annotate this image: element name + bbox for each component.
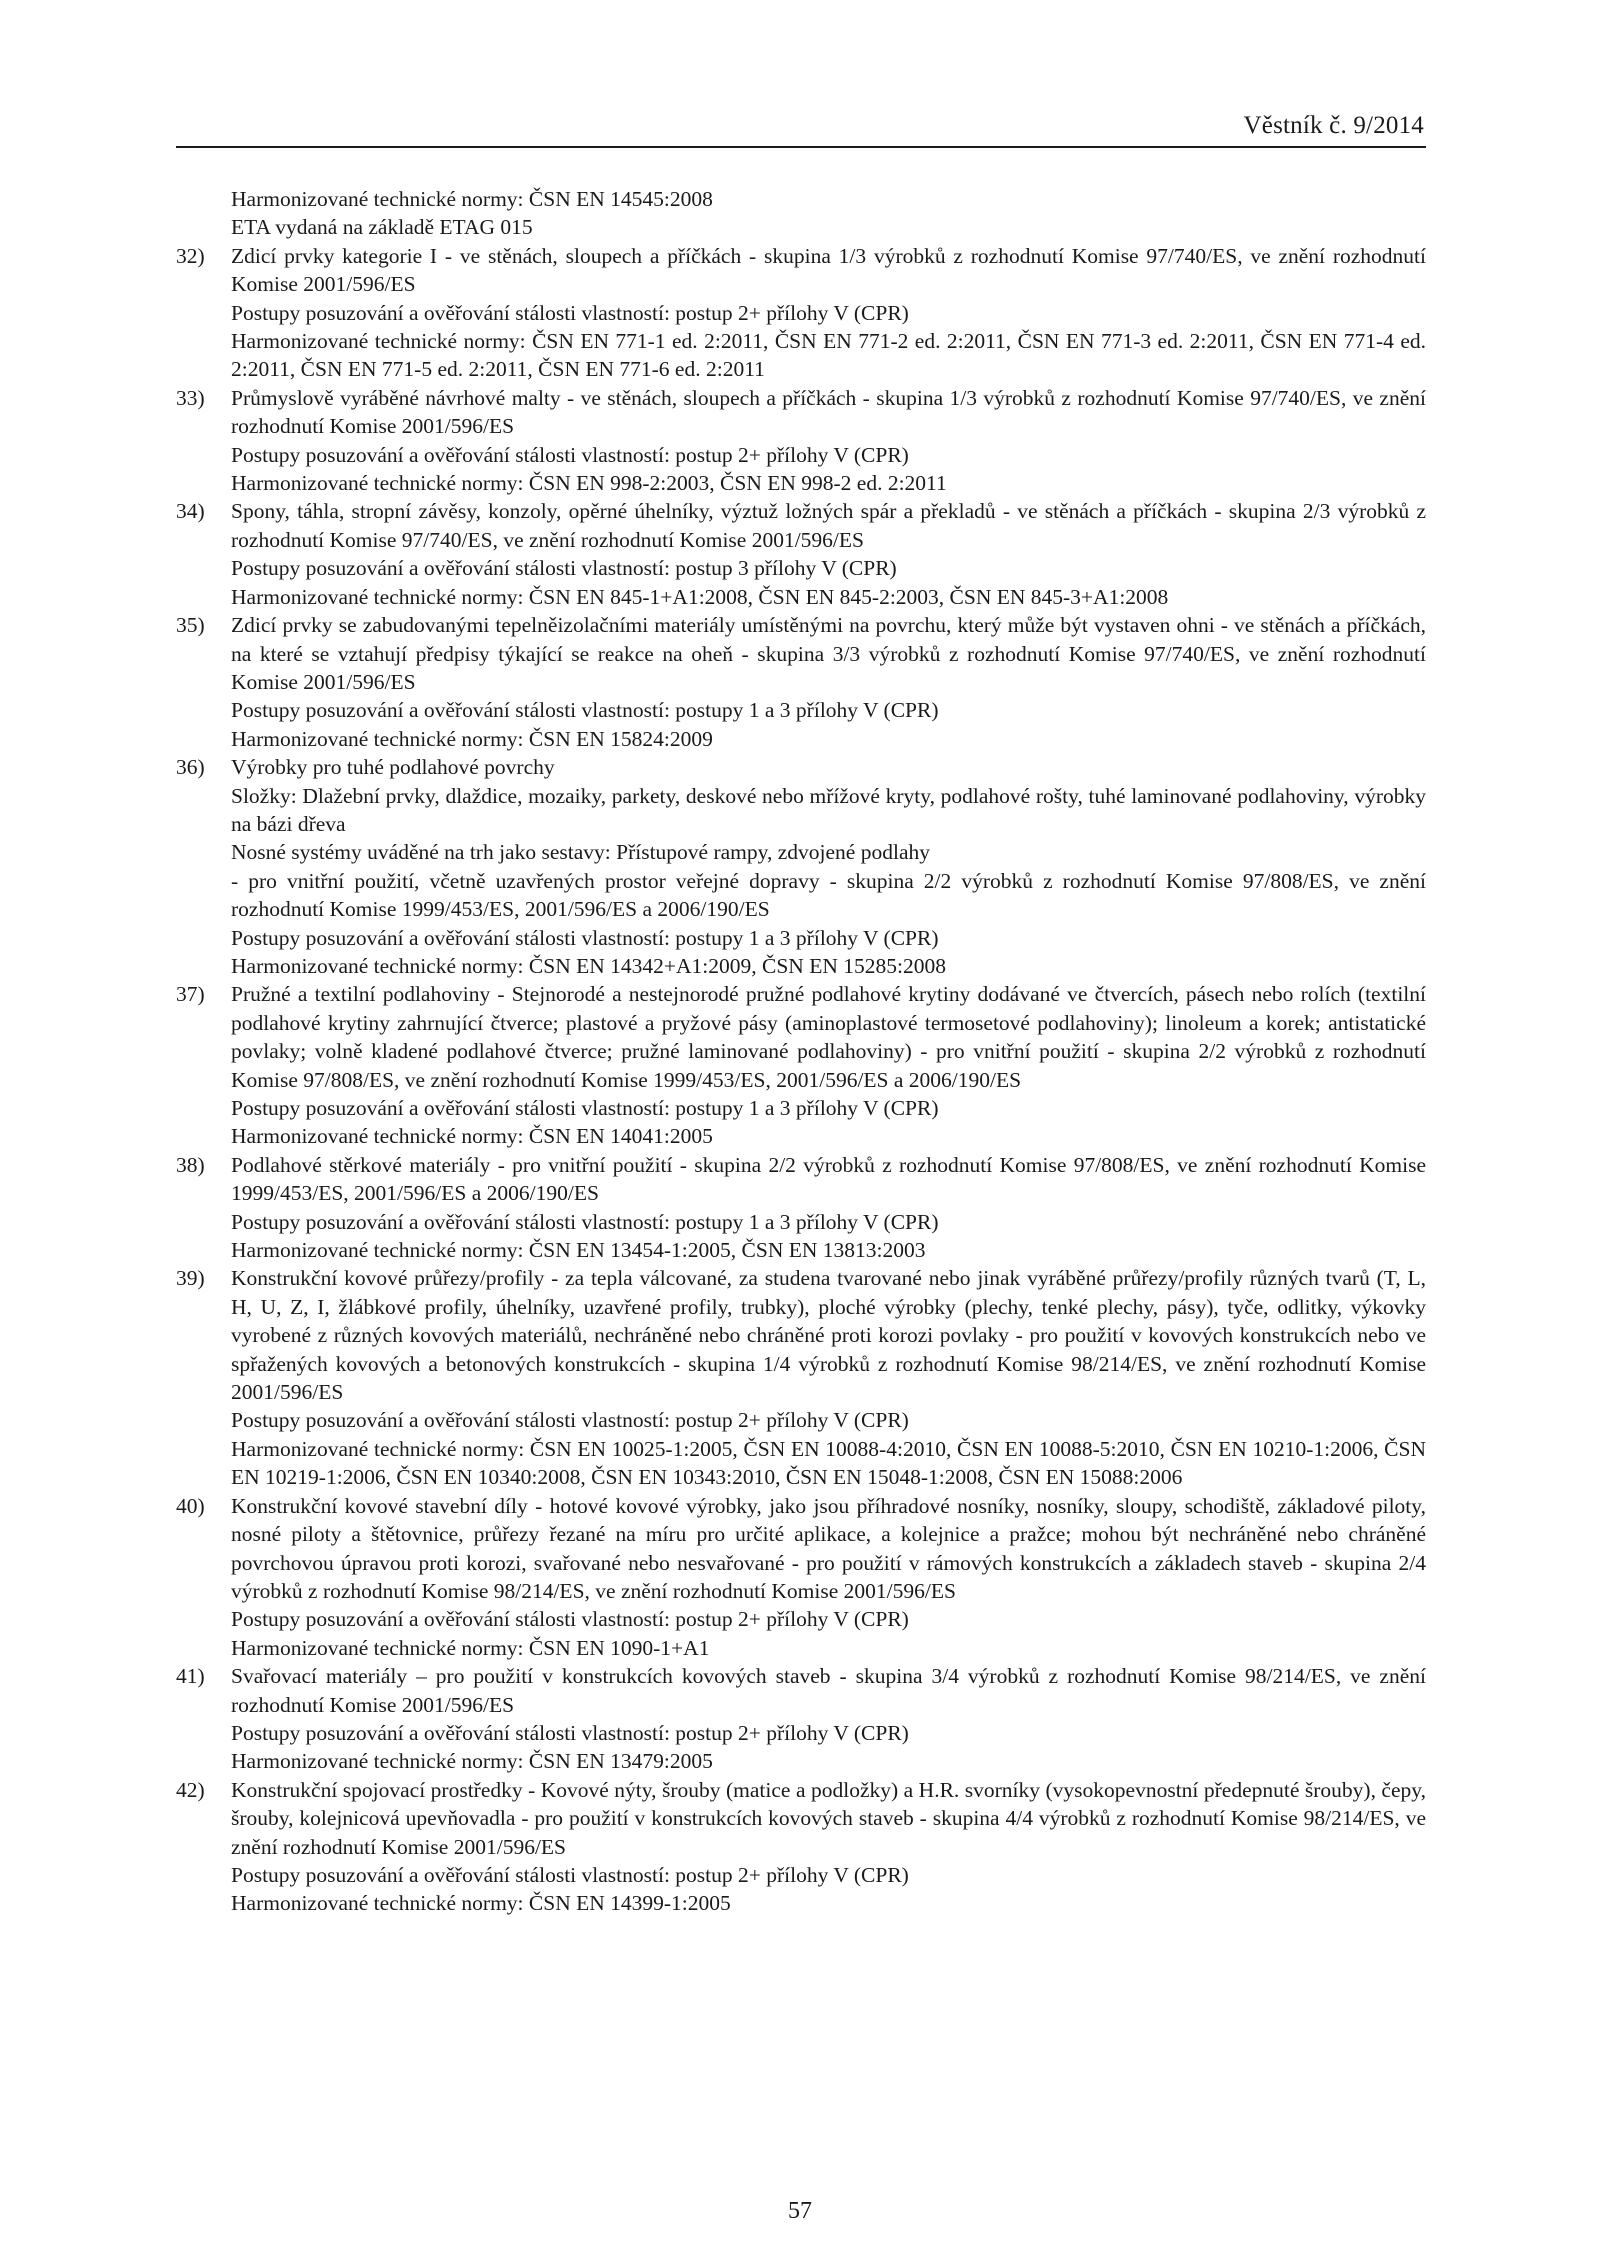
item-line: Konstrukční spojovací prostředky - Kovové nýty, šrouby (matice a podložky) a H.R. svorníky (vysokopevnostní předepnuté šrouby), čepy, šrouby, kolejnicová upevňovadla - pro použití v konstrukcích kovových staveb - skupina 4/4 výrobků z rozhodnutí Komise 98/214/ES, ve znění rozhodnutí Komise 2001/596/ES xyxy=(231,1777,1426,1859)
item-body xyxy=(231,1776,1426,1918)
item-line: Harmonizované technické normy: ČSN EN 14041:2005 xyxy=(231,1124,713,1149)
item-line: Postupy posuzování a ověřování stálosti vlastností: postup 2+ přílohy V (CPR) xyxy=(231,1408,909,1433)
item-number: 32) xyxy=(176,243,205,268)
item-number: 42) xyxy=(176,1777,205,1802)
document-content xyxy=(176,185,1426,1918)
item-line: Podlahové stěrkové materiály - pro vnitřní použití - skupina 2/2 výrobků z rozhodnutí Komise 97/808/ES, ve znění rozhodnutí Komise 1999/453/ES, 2001/596/ES a 2006/190/ES xyxy=(231,1152,1426,1206)
item-line: Postupy posuzování a ověřování stálosti vlastností: postup 2+ přílohy V (CPR) xyxy=(231,1607,909,1632)
item-line: Harmonizované technické normy: ČSN EN 845-1+A1:2008, ČSN EN 845-2:2003, ČSN EN 845-3+A1:2008 xyxy=(231,584,1169,609)
item-number: 36) xyxy=(176,755,205,780)
item-line: Průmyslově vyráběné návrhové malty - ve stěnách, sloupech a příčkách - skupina 1/3 výrobků z rozhodnutí Komise 97/740/ES, ve znění rozhodnutí Komise 2001/596/ES xyxy=(231,385,1426,439)
item-line: Svařovací materiály – pro použití v konstrukcích kovových staveb - skupina 3/4 výrobků z rozhodnutí Komise 98/214/ES, ve znění rozhodnutí Komise 2001/596/ES xyxy=(231,1664,1426,1717)
item-line: Pružné a textilní podlahoviny - Stejnorodé a nestejnorodé pružné podlahové krytiny dodávané ve čtvercích, pásech nebo rolích (textilní podlahové krytiny zahrnující čtverce; plastové a pryžové pásy (aminoplastové termosetové podlahoviny); linoleum a korek; antistatické povlaky; volně kladené podlahové čtverce; pružné laminované podlahoviny) - pro vnitřní použití - skupina 2/2 výrobků z rozhodnutí Komise 97/808/ES, ve znění rozhodnutí Komise 1999/453/ES, 2001/596/ES a 2006/190/ES xyxy=(231,982,1426,1092)
list-item xyxy=(176,1492,1426,1662)
item-line: Složky: Dlažební prvky, dlaždice, mozaiky, parkety, deskové nebo mřížové kryty, podlahové rošty, tuhé laminované podlahoviny, výrobky na bázi dřeva xyxy=(231,783,1426,836)
numbered-list xyxy=(176,242,1426,1918)
continuation-line: Harmonizované technické normy: ČSN EN 14545:2008 xyxy=(231,187,713,211)
item-line: Postupy posuzování a ověřování stálosti vlastností: postupy 1 a 3 přílohy V (CPR) xyxy=(231,1096,939,1120)
list-item xyxy=(176,384,1426,498)
header-title: Věstník č. 9/2014 xyxy=(1243,112,1424,139)
item-line: Postupy posuzování a ověřování stálosti vlastností: postup 2+ přílohy V (CPR) xyxy=(231,1720,909,1745)
item-number: 38) xyxy=(176,1152,205,1177)
list-item xyxy=(176,1151,1426,1265)
item-number: 37) xyxy=(176,982,205,1007)
item-line: Postupy posuzování a ověřování stálosti vlastností: postup 2+ přílohy V (CPR) xyxy=(231,300,909,325)
list-item xyxy=(176,497,1426,611)
item-line: Harmonizované technické normy: ČSN EN 771-1 ed. 2:2011, ČSN EN 771-2 ed. 2:2011, ČSN EN 771-3 ed. 2:2011, ČSN EN 771-4 ed. 2:2011, ČSN EN 771-5 ed. 2:2011, ČSN EN 771-6 ed. 2:2011 xyxy=(231,329,1426,382)
list-item xyxy=(176,242,1426,384)
list-item xyxy=(176,753,1426,980)
continuation-block xyxy=(231,185,1426,242)
item-line: Harmonizované technické normy: ČSN EN 998-2:2003, ČSN EN 998-2 ed. 2:2011 xyxy=(231,471,947,496)
continuation-line: ETA vydaná na základě ETAG 015 xyxy=(231,215,533,240)
item-line: Spony, táhla, stropní závěsy, konzoly, opěrné úhelníky, výztuž ložných spár a překladů - ve stěnách a příčkách - skupina 2/3 výrobků z rozhodnutí Komise 97/740/ES, ve znění rozhodnutí Komise 2001/596/ES xyxy=(231,499,1426,552)
list-item xyxy=(176,1776,1426,1918)
item-line: Zdicí prvky kategorie I - ve stěnách, sloupech a příčkách - skupina 1/3 výrobků z rozhodnutí Komise 97/740/ES, ve znění rozhodnutí Komise 2001/596/ES xyxy=(231,243,1426,297)
item-line: Harmonizované technické normy: ČSN EN 1090-1+A1 xyxy=(231,1635,710,1660)
item-line: Postupy posuzování a ověřování stálosti vlastností: postup 2+ přílohy V (CPR) xyxy=(231,442,909,467)
item-line: Harmonizované technické normy: ČSN EN 14342+A1:2009, ČSN EN 15285:2008 xyxy=(231,953,946,978)
list-item xyxy=(176,980,1426,1150)
item-number: 39) xyxy=(176,1266,205,1291)
item-body xyxy=(231,611,1426,753)
item-line: Harmonizované technické normy: ČSN EN 13479:2005 xyxy=(231,1749,713,1774)
item-number: 35) xyxy=(176,613,205,638)
list-item xyxy=(176,1662,1426,1776)
item-line: Postupy posuzování a ověřování stálosti vlastností: postupy 1 a 3 přílohy V (CPR) xyxy=(231,698,939,723)
item-body xyxy=(231,497,1426,611)
item-number: 41) xyxy=(176,1664,205,1689)
item-body xyxy=(231,753,1426,980)
item-line: Postupy posuzování a ověřování stálosti vlastností: postupy 1 a 3 přílohy V (CPR) xyxy=(231,925,939,950)
item-body xyxy=(231,384,1426,498)
item-line: Harmonizované technické normy: ČSN EN 15824:2009 xyxy=(231,726,713,751)
item-line: Konstrukční kovové stavební díly - hotové kovové výrobky, jako jsou příhradové nosníky, nosníky, sloupy, schodiště, základové piloty, nosné piloty a štětovnice, průřezy řezané na míru pro určité aplikace, a kolejnice a pražce; mohou být nechráněné nebo chráněné povrchovou úpravou proti korozi, svařované nebo nesvařované - pro použití v rámových konstrukcích a základech staveb - skupina 2/4 výrobků z rozhodnutí Komise 98/214/ES, ve znění rozhodnutí Komise 2001/596/ES xyxy=(231,1493,1426,1603)
item-body xyxy=(231,242,1426,384)
item-number: 40) xyxy=(176,1493,205,1518)
item-body xyxy=(231,980,1426,1150)
item-body xyxy=(231,1662,1426,1776)
list-item xyxy=(176,1264,1426,1491)
item-line: Postupy posuzování a ověřování stálosti vlastností: postup 2+ přílohy V (CPR) xyxy=(231,1862,909,1887)
item-number: 33) xyxy=(176,385,205,410)
item-line: Nosné systémy uváděné na trh jako sestavy: Přístupové rampy, zdvojené podlahy xyxy=(231,840,930,865)
header-rule xyxy=(176,146,1426,148)
item-number: 34) xyxy=(176,499,205,524)
item-line: Harmonizované technické normy: ČSN EN 13454-1:2005, ČSN EN 13813:2003 xyxy=(231,1238,926,1263)
page-number: 57 xyxy=(788,2198,812,2224)
item-body xyxy=(231,1264,1426,1491)
item-line: Postupy posuzování a ověřování stálosti vlastností: postupy 1 a 3 přílohy V (CPR) xyxy=(231,1209,939,1234)
item-line: Harmonizované technické normy: ČSN EN 10025-1:2005, ČSN EN 10088-4:2010, ČSN EN 10088-5:2010, ČSN EN 10210-1:2006, ČSN EN 10219-1:2006, ČSN EN 10340:2008, ČSN EN 10343:2010, ČSN EN 15048-1:2008, ČSN EN 15088:2006 xyxy=(231,1436,1426,1490)
item-line: Konstrukční kovové průřezy/profily - za tepla válcované, za studena tvarované nebo jinak vyráběné průřezy/profily různých tvarů (T, L, H, U, Z, I, žlábkové profily, úhelníky, uzavřené profily, trubky), ploché výrobky (plechy, tenké plechy, pásy), tyče, odlitky, výkovky vyrobené z různých kovových materiálů, nechráněné nebo chráněné proti korozi povlaky - pro použití v kovových konstrukcích nebo ve spřažených kovových a betonových konstrukcích - skupina 1/4 výrobků z rozhodnutí Komise 98/214/ES, ve znění rozhodnutí Komise 2001/596/ES xyxy=(231,1266,1426,1405)
list-item xyxy=(176,611,1426,753)
item-line: Harmonizované technické normy: ČSN EN 14399-1:2005 xyxy=(231,1891,731,1916)
item-line: - pro vnitřní použití, včetně uzavřených prostor veřejné dopravy - skupina 2/2 výrobků z rozhodnutí Komise 97/808/ES, ve znění rozhodnutí Komise 1999/453/ES, 2001/596/ES a 2006/190/ES xyxy=(231,868,1426,922)
item-body xyxy=(231,1492,1426,1662)
item-line: Výrobky pro tuhé podlahové povrchy xyxy=(231,755,555,780)
item-body xyxy=(231,1151,1426,1265)
item-line: Postupy posuzování a ověřování stálosti vlastností: postup 3 přílohy V (CPR) xyxy=(231,556,897,581)
item-line: Zdicí prvky se zabudovanými tepelněizolačními materiály umístěnými na povrchu, který může být vystaven ohni - ve stěnách a příčkách, na které se vztahují předpisy týkající se reakce na oheň - skupina 3/3 výrobků z rozhodnutí Komise 97/740/ES, ve znění rozhodnutí Komise 2001/596/ES xyxy=(231,613,1426,694)
